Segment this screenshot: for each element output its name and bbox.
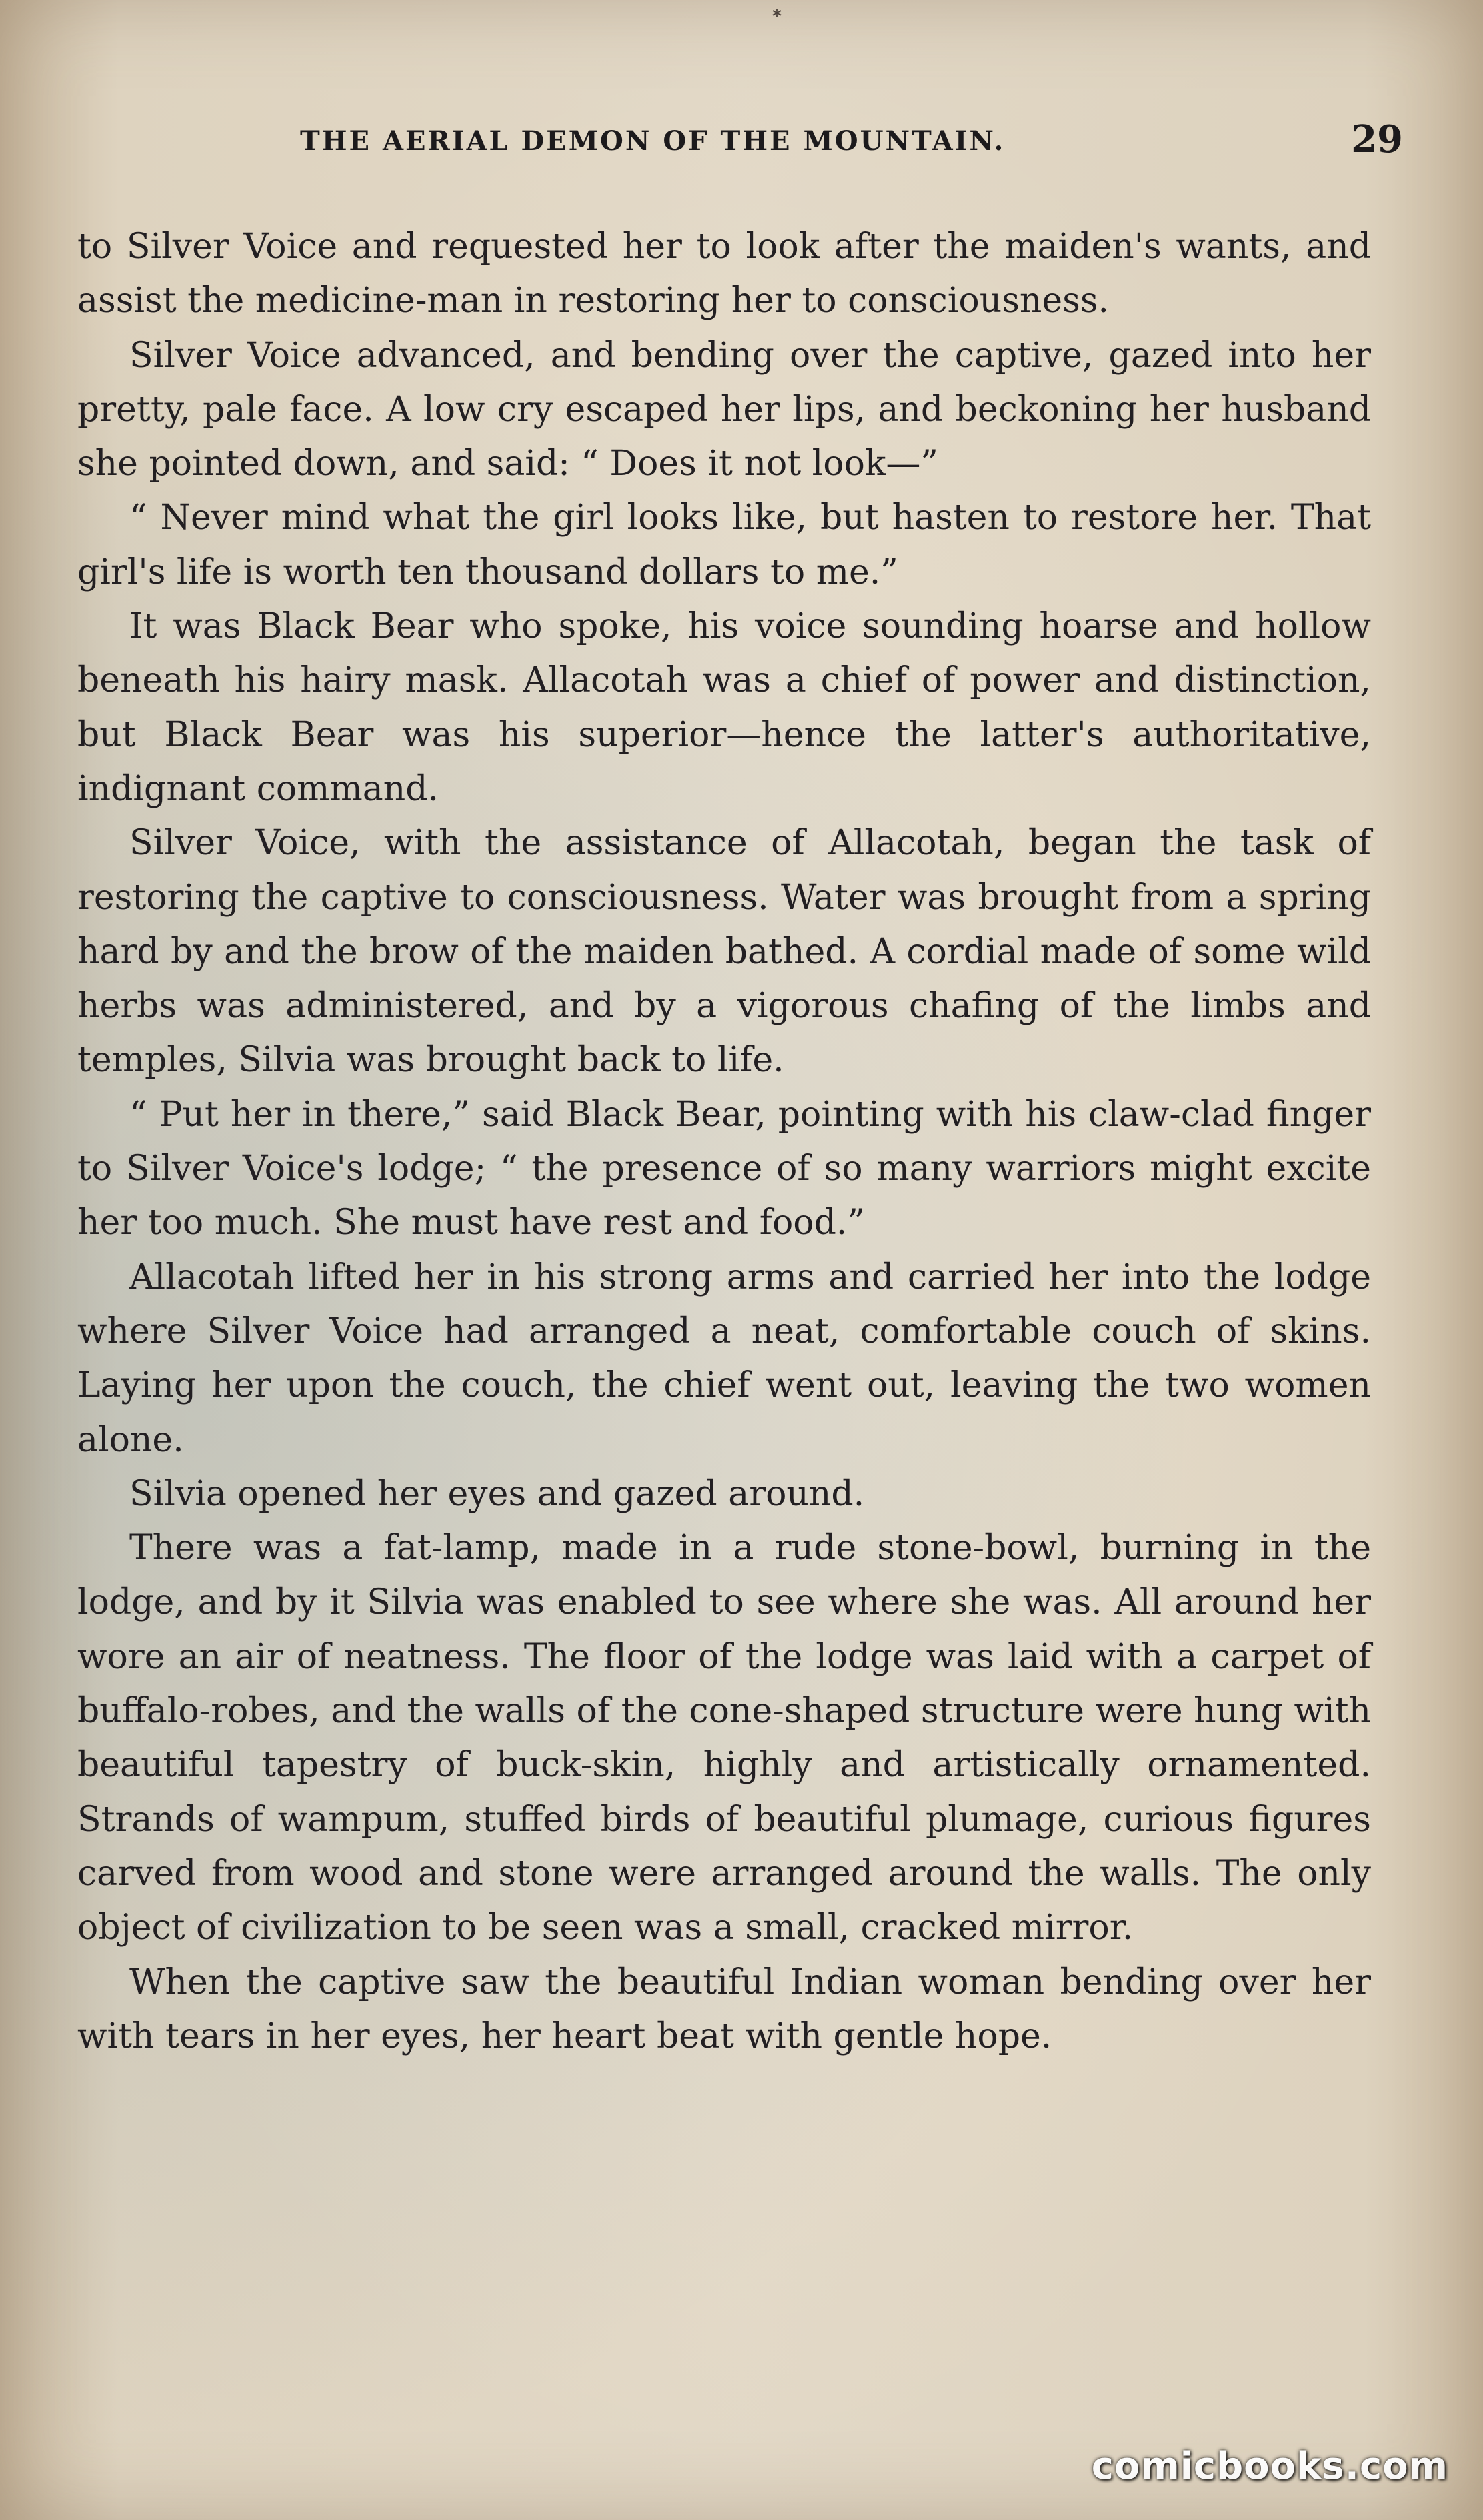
running-title: THE AERIAL DEMON OF THE MOUNTAIN. <box>300 125 1006 157</box>
page-number: 29 <box>1351 117 1403 161</box>
printer-mark: * <box>772 5 782 27</box>
paragraph-7: Allacotah lifted her in his strong arms and carried her into the lodge where Silver Voice had arranged a neat, comfortable couch of skins. Laying her upon the couch, the chief went out, leaving the two women alone. <box>77 1257 1371 1460</box>
paragraph-10: When the captive saw the beautiful Indian woman bending over her with tears in her eyes, her heart beat with gentle hope. <box>77 1962 1371 2056</box>
body-text <box>77 220 1371 2064</box>
watermark: comicbooks.com <box>1091 2445 1448 2488</box>
paragraph-2: Silver Voice advanced, and bending over the captive, gazed into her pretty, pale face. A low cry escaped her lips, and beckoning her husband she pointed down, and said: “ Does it not look—” <box>77 335 1371 484</box>
paragraph-6: “ Put her in there,” said Black Bear, pointing with his claw-clad finger to Silver Voice's lodge; “ the presence of so many warriors might excite her too much. She must have rest and food.” <box>77 1094 1371 1243</box>
running-header <box>80 117 1403 172</box>
paragraph-3: “ Never mind what the girl looks like, but hasten to restore her. That girl's life is worth ten thousand dollars to me.” <box>77 498 1371 592</box>
paragraph-4: It was Black Bear who spoke, his voice sounding hoarse and hollow beneath his hairy mask. Allacotah was a chief of power and distinction, but Black Bear was his superior—hence the latter's authoritative, indignant command. <box>77 606 1371 809</box>
paragraph-5: Silver Voice, with the assistance of Allacotah, began the task of restoring the captive to consciousness. Water was brought from a spring hard by and the brow of the maiden bathed. A cordial made of some wild herbs was administered, and by a vigorous chafing of the limbs and temples, Silvia was brought back to life. <box>77 823 1371 1081</box>
paragraph-9: There was a fat-lamp, made in a rude stone-bowl, burning in the lodge, and by it Silvia was enabled to see where she was. All around her wore an air of neatness. The floor of the lodge was laid with a carpet of buffalo-robes, and the walls of the cone-shaped structure were hung with beautiful tapestry of buck-skin, highly and artistically ornamented. Strands of wampum, stuffed birds of beautiful plumage, curious figures carved from wood and stone were arranged around the walls. The only object of civilization to be seen was a small, cracked mirror. <box>77 1528 1371 1948</box>
paragraph-8: Silvia opened her eyes and gazed around. <box>129 1473 865 1514</box>
paragraph-1: to Silver Voice and requested her to look after the maiden's wants, and assist the medicine-man in restoring her to consciousness. <box>77 227 1371 322</box>
